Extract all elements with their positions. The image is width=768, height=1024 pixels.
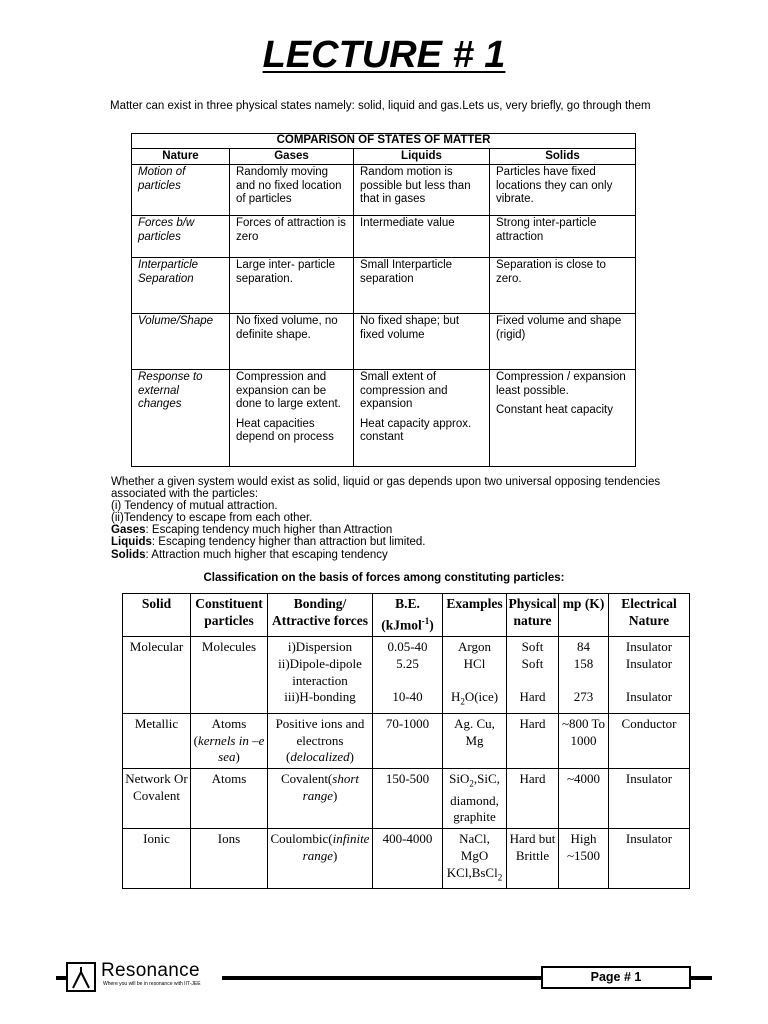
gases-cell: Forces of attraction is zero xyxy=(230,216,354,258)
examples-cell xyxy=(443,829,507,889)
bond-close: ) xyxy=(349,749,354,765)
electrical-cell: Insulator xyxy=(609,829,690,889)
examples-cell xyxy=(443,769,507,829)
header-liquids: Liquids xyxy=(354,148,490,165)
classification-table xyxy=(122,593,690,889)
liquids-cell: Random motion is possible but less than that in gases xyxy=(354,165,490,216)
ex-h: H xyxy=(450,689,461,705)
resonance-logo-icon xyxy=(66,962,96,992)
be-end: ) xyxy=(429,617,434,633)
para-line: associated with the particles: xyxy=(111,488,259,501)
constituent-italic: kernels in –e sea xyxy=(197,732,265,765)
gases-label: Gases xyxy=(111,524,146,537)
phys-line: Hard xyxy=(519,689,546,705)
logo-mark-icon xyxy=(68,964,94,990)
solid-cell: Network Or Covalent xyxy=(123,769,191,829)
be-cell xyxy=(373,637,443,714)
ex-sub: 2 xyxy=(469,778,474,789)
example-line xyxy=(444,689,505,710)
bond-italic: delocalized xyxy=(290,749,350,765)
property-cell: Motion of particles xyxy=(132,165,230,216)
header-mp: mp (K) xyxy=(559,594,609,637)
constituent-cell: Molecules xyxy=(191,637,268,714)
header-bonding: Bonding/ Attractive forces xyxy=(268,594,373,637)
header-solid: Solid xyxy=(123,594,191,637)
para-line: Whether a given system would exist as solid, liquid or gas depends upon two universal opposing tendencies xyxy=(111,476,661,488)
mp-cell: ~4000 xyxy=(559,769,609,829)
solid-cell: Metallic xyxy=(123,713,191,768)
tendencies-paragraph xyxy=(111,476,711,561)
liquids-cell: No fixed shape; but fixed volume xyxy=(354,314,490,370)
be-line: 0.05-40 xyxy=(387,639,428,655)
liquids-cell-para: Small extent of compression and expansion xyxy=(360,371,448,410)
be-cell: 70-1000 xyxy=(373,713,443,768)
property-cell: Forces b/w particles xyxy=(132,216,230,258)
solid-cell: Ionic xyxy=(123,829,191,889)
phys-line: Soft xyxy=(521,655,544,671)
liquids-text: : Escaping tendency higher than attraction but limited. xyxy=(151,536,426,549)
solids-cell: Strong inter-particle attraction xyxy=(490,216,636,258)
gases-cell: Randomly moving and no fixed location of particles xyxy=(230,165,354,216)
constituent-text: Atoms ( xyxy=(193,715,247,748)
header-be xyxy=(373,594,443,637)
page-number: Page # 1 xyxy=(541,966,691,989)
physical-cell: Hard xyxy=(507,713,559,768)
elec-line: Insulator xyxy=(625,689,673,705)
property-cell: Interparticle Separation xyxy=(132,258,230,314)
solids-label: Solids xyxy=(111,548,146,561)
lecture-title-text: LECTURE # 1 xyxy=(262,34,506,76)
gases-text: : Escaping tendency much higher than Attraction xyxy=(145,524,393,537)
table-header-row xyxy=(132,148,636,165)
solids-cell-para: Compression / expansion least possible. xyxy=(496,371,626,397)
header-examples: Examples xyxy=(443,594,507,637)
gases-cell-para: Heat capacities depend on process xyxy=(236,417,334,443)
liquids-line xyxy=(111,536,711,548)
bond-text: Positive ions and electrons ( xyxy=(275,715,365,765)
electrical-cell: Insulator xyxy=(609,769,690,829)
solids-line xyxy=(111,549,711,561)
bond-text: Coulombic( xyxy=(270,831,333,847)
bond-italic: short range xyxy=(302,771,359,804)
table-caption-row xyxy=(132,134,636,149)
header-nature: Nature xyxy=(132,148,230,165)
liquids-cell: Intermediate value xyxy=(354,216,490,258)
header-gases: Gases xyxy=(230,148,354,165)
mp-cell xyxy=(559,637,609,714)
ex-sub: 2 xyxy=(497,872,503,883)
mp-cell: ~800 To 1000 xyxy=(559,713,609,768)
table-row xyxy=(132,216,636,258)
electrical-cell xyxy=(609,637,690,714)
table-row xyxy=(123,769,690,829)
be-sup: -1 xyxy=(421,615,430,626)
table-caption: COMPARISON OF STATES OF MATTER xyxy=(132,134,636,149)
phys-line: Soft xyxy=(521,639,544,655)
examples-cell xyxy=(443,637,507,714)
bond-line: i)Dispersion xyxy=(287,639,353,655)
bonding-cell xyxy=(268,637,373,714)
bond-italic: infinite range xyxy=(302,831,370,864)
property-cell: Volume/Shape xyxy=(132,314,230,370)
solid-cell: Molecular xyxy=(123,637,191,714)
lecture-title xyxy=(0,34,768,77)
header-physical: Physical nature xyxy=(507,594,559,637)
classification-heading: Classification on the basis of forces among constituting particles: xyxy=(203,572,565,584)
property-cell: Response to external changes xyxy=(132,370,230,467)
table-row xyxy=(132,258,636,314)
brand-name: Resonance xyxy=(101,960,200,981)
ex-sub: 2 xyxy=(460,697,465,708)
physical-cell: Hard xyxy=(507,769,559,829)
gases-cell: No fixed volume, no definite shape. xyxy=(230,314,354,370)
header-constituent: Constituent particles xyxy=(191,594,268,637)
table-row xyxy=(123,713,690,768)
mp-cell: High ~1500 xyxy=(559,829,609,889)
bond-close: ) xyxy=(333,788,338,804)
bond-line: ii)Dipole-dipole interaction xyxy=(278,655,362,688)
ex-rest: ,SiC, diamond, graphite xyxy=(450,771,500,825)
elec-line: Insulator xyxy=(625,655,673,671)
bonding-cell xyxy=(268,769,373,829)
elec-line: Insulator xyxy=(625,639,673,655)
be-label: B.E. (kJmol xyxy=(381,596,422,633)
bonding-cell xyxy=(268,829,373,889)
ex-rest: O(ice) xyxy=(464,689,499,705)
mp-line: 84 xyxy=(577,639,590,655)
be-cell: 150-500 xyxy=(373,769,443,829)
table-row xyxy=(123,829,690,889)
be-cell: 400-4000 xyxy=(373,829,443,889)
table-row xyxy=(132,370,636,467)
mp-line: 158 xyxy=(573,655,594,671)
physical-cell: Hard but Brittle xyxy=(507,829,559,889)
bonding-cell xyxy=(268,713,373,768)
ex-text: NaCl, MgO KCl,BsCl xyxy=(446,831,498,880)
example-line: Argon xyxy=(458,639,491,655)
logo-dash xyxy=(56,976,66,980)
mp-line: 273 xyxy=(573,689,594,705)
constituent-cell: Atoms xyxy=(191,769,268,829)
physical-cell xyxy=(507,637,559,714)
constituent-cell xyxy=(191,713,268,768)
solids-cell: Particles have fixed locations they can only vibrate. xyxy=(490,165,636,216)
solids-cell-para: Constant heat capacity xyxy=(496,404,613,416)
gases-cell-para: Compression and expansion can be done to large extent. xyxy=(236,371,341,410)
liquids-cell xyxy=(354,370,490,467)
liquids-cell: Small Interparticle separation xyxy=(354,258,490,314)
liquids-cell-para: Heat capacity approx. constant xyxy=(360,417,472,443)
para-line: (ii)Tendency to escape from each other. xyxy=(111,512,313,525)
classification-header-row xyxy=(123,594,690,637)
brand-tagline: Where you will be in resonance with IIT-JEE xyxy=(103,981,201,987)
be-line: 10-40 xyxy=(392,689,423,705)
gases-cell xyxy=(230,370,354,467)
electrical-cell: Conductor xyxy=(609,713,690,768)
gases-line xyxy=(111,524,711,536)
bond-text: Covalent( xyxy=(281,771,333,787)
solids-cell: Fixed volume and shape (rigid) xyxy=(490,314,636,370)
solids-text: : Attraction much higher that escaping tendency xyxy=(145,548,388,561)
header-electrical: Electrical Nature xyxy=(609,594,690,637)
bond-close: ) xyxy=(333,848,338,864)
intro-text: Matter can exist in three physical states namely: solid, liquid and gas.Lets us, very briefly, go through them xyxy=(110,100,651,112)
bond-line: iii)H-bonding xyxy=(284,689,356,705)
liquids-label: Liquids xyxy=(111,536,152,549)
solids-cell xyxy=(490,370,636,467)
solids-cell: Separation is close to zero. xyxy=(490,258,636,314)
constituent-cell: Ions xyxy=(191,829,268,889)
table-row xyxy=(132,165,636,216)
example-line: HCl xyxy=(463,655,486,671)
constituent-close: ) xyxy=(235,749,240,765)
examples-cell: Ag. Cu, Mg xyxy=(443,713,507,768)
be-line: 5.25 xyxy=(396,655,419,671)
states-comparison-table xyxy=(131,133,636,467)
ex-text: SiO xyxy=(449,771,470,787)
header-solids: Solids xyxy=(490,148,636,165)
table-row xyxy=(123,637,690,714)
gases-cell: Large inter- particle separation. xyxy=(230,258,354,314)
para-line: (i) Tendency of mutual attraction. xyxy=(111,500,278,513)
table-row xyxy=(132,314,636,370)
